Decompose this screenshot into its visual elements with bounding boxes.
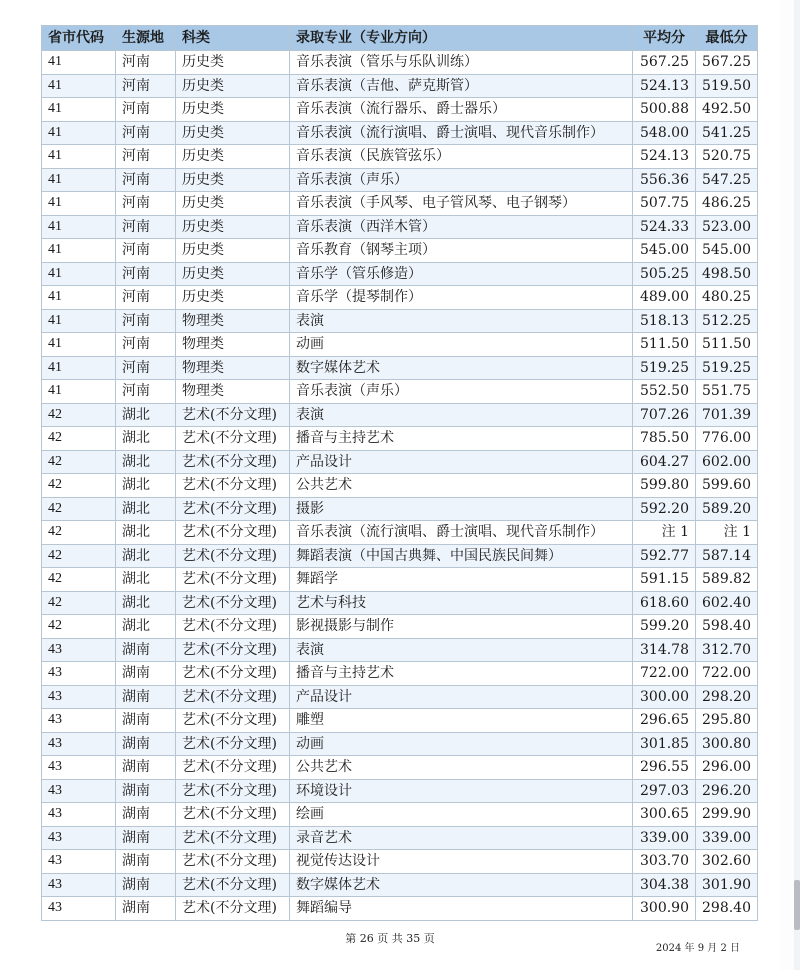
cell-province-code: 43 [42, 850, 116, 874]
table-row [42, 356, 758, 380]
cell-category: 历史类 [176, 192, 290, 216]
scrollbar-thumb[interactable] [794, 880, 800, 930]
cell-origin: 湖南 [116, 638, 176, 662]
cell-origin: 河南 [116, 262, 176, 286]
cell-category: 艺术(不分文理) [176, 873, 290, 897]
table-row [42, 685, 758, 709]
cell-major: 绘画 [290, 803, 633, 827]
table-row [42, 873, 758, 897]
cell-origin: 河南 [116, 286, 176, 310]
cell-province-code: 42 [42, 450, 116, 474]
cell-major: 音乐表演（民族管弦乐） [290, 145, 633, 169]
cell-average-score: 556.36 [633, 168, 696, 192]
cell-major: 动画 [290, 333, 633, 357]
table-row [42, 145, 758, 169]
cell-major: 摄影 [290, 497, 633, 521]
header-major: 录取专业（专业方向） [290, 26, 633, 51]
cell-major: 音乐表演（声乐） [290, 168, 633, 192]
cell-origin: 湖南 [116, 897, 176, 921]
cell-major: 音乐表演（西洋木管） [290, 215, 633, 239]
cell-min-score: 339.00 [696, 826, 758, 850]
cell-min-score: 512.25 [696, 309, 758, 333]
cell-category: 艺术(不分文理) [176, 591, 290, 615]
table-row [42, 779, 758, 803]
cell-category: 历史类 [176, 98, 290, 122]
table-row [42, 474, 758, 498]
cell-average-score: 304.38 [633, 873, 696, 897]
cell-average-score: 592.77 [633, 544, 696, 568]
cell-min-score: 298.40 [696, 897, 758, 921]
table-row [42, 98, 758, 122]
cell-average-score: 注 1 [633, 521, 696, 545]
cell-min-score: 567.25 [696, 51, 758, 75]
table-row [42, 803, 758, 827]
cell-major: 产品设计 [290, 685, 633, 709]
cell-category: 艺术(不分文理) [176, 685, 290, 709]
cell-min-score: 312.70 [696, 638, 758, 662]
cell-province-code: 42 [42, 474, 116, 498]
table-row [42, 239, 758, 263]
cell-province-code: 41 [42, 121, 116, 145]
cell-category: 艺术(不分文理) [176, 615, 290, 639]
cell-category: 艺术(不分文理) [176, 732, 290, 756]
cell-min-score: 300.80 [696, 732, 758, 756]
cell-major: 产品设计 [290, 450, 633, 474]
cell-origin: 湖南 [116, 709, 176, 733]
cell-average-score: 591.15 [633, 568, 696, 592]
cell-min-score: 301.90 [696, 873, 758, 897]
cell-category: 艺术(不分文理) [176, 638, 290, 662]
cell-province-code: 41 [42, 74, 116, 98]
cell-origin: 河南 [116, 192, 176, 216]
admission-scores-table [41, 25, 758, 921]
cell-origin: 湖北 [116, 497, 176, 521]
cell-major: 音乐表演（流行演唱、爵士演唱、现代音乐制作） [290, 521, 633, 545]
cell-category: 历史类 [176, 168, 290, 192]
cell-average-score: 301.85 [633, 732, 696, 756]
cell-category: 艺术(不分文理) [176, 756, 290, 780]
cell-origin: 湖北 [116, 615, 176, 639]
cell-major: 音乐表演（流行器乐、爵士器乐） [290, 98, 633, 122]
cell-min-score: 602.00 [696, 450, 758, 474]
cell-min-score: 498.50 [696, 262, 758, 286]
cell-min-score: 295.80 [696, 709, 758, 733]
cell-origin: 湖南 [116, 850, 176, 874]
cell-average-score: 296.65 [633, 709, 696, 733]
cell-major: 音乐表演（手风琴、电子管风琴、电子钢琴） [290, 192, 633, 216]
cell-average-score: 552.50 [633, 380, 696, 404]
cell-major: 音乐表演（流行演唱、爵士演唱、现代音乐制作） [290, 121, 633, 145]
cell-origin: 湖南 [116, 756, 176, 780]
cell-category: 艺术(不分文理) [176, 450, 290, 474]
header-average-score: 平均分 [633, 26, 696, 51]
cell-province-code: 42 [42, 568, 116, 592]
cell-province-code: 41 [42, 145, 116, 169]
cell-category: 艺术(不分文理) [176, 474, 290, 498]
cell-origin: 湖北 [116, 474, 176, 498]
cell-province-code: 41 [42, 380, 116, 404]
cell-average-score: 592.20 [633, 497, 696, 521]
cell-min-score: 589.82 [696, 568, 758, 592]
table-row [42, 897, 758, 921]
cell-province-code: 41 [42, 51, 116, 75]
cell-category: 艺术(不分文理) [176, 568, 290, 592]
cell-major: 视觉传达设计 [290, 850, 633, 874]
cell-average-score: 489.00 [633, 286, 696, 310]
cell-category: 艺术(不分文理) [176, 779, 290, 803]
cell-category: 历史类 [176, 215, 290, 239]
cell-province-code: 42 [42, 591, 116, 615]
cell-major: 音乐教育（钢琴主项） [290, 239, 633, 263]
table-body [42, 51, 758, 921]
cell-average-score: 303.70 [633, 850, 696, 874]
cell-origin: 湖南 [116, 779, 176, 803]
cell-category: 历史类 [176, 239, 290, 263]
cell-origin: 河南 [116, 356, 176, 380]
table-row [42, 568, 758, 592]
table-row [42, 192, 758, 216]
cell-min-score: 296.00 [696, 756, 758, 780]
cell-min-score: 492.50 [696, 98, 758, 122]
cell-origin: 河南 [116, 145, 176, 169]
cell-major: 音乐表演（声乐） [290, 380, 633, 404]
cell-average-score: 339.00 [633, 826, 696, 850]
cell-min-score: 587.14 [696, 544, 758, 568]
cell-province-code: 43 [42, 709, 116, 733]
cell-origin: 河南 [116, 215, 176, 239]
cell-province-code: 42 [42, 497, 116, 521]
cell-min-score: 551.75 [696, 380, 758, 404]
cell-min-score: 296.20 [696, 779, 758, 803]
cell-origin: 湖北 [116, 544, 176, 568]
cell-origin: 河南 [116, 51, 176, 75]
cell-origin: 湖南 [116, 803, 176, 827]
cell-min-score: 302.60 [696, 850, 758, 874]
cell-min-score: 599.60 [696, 474, 758, 498]
cell-origin: 湖北 [116, 521, 176, 545]
table-row [42, 662, 758, 686]
cell-origin: 湖北 [116, 403, 176, 427]
cell-province-code: 43 [42, 662, 116, 686]
cell-average-score: 300.00 [633, 685, 696, 709]
cell-province-code: 41 [42, 356, 116, 380]
cell-province-code: 43 [42, 826, 116, 850]
cell-major: 音乐表演（管乐与乐队训练） [290, 51, 633, 75]
header-category: 科类 [176, 26, 290, 51]
cell-province-code: 41 [42, 309, 116, 333]
cell-major: 表演 [290, 309, 633, 333]
table-row [42, 121, 758, 145]
cell-min-score: 523.00 [696, 215, 758, 239]
cell-average-score: 599.20 [633, 615, 696, 639]
table-row [42, 732, 758, 756]
cell-min-score: 547.25 [696, 168, 758, 192]
table-row [42, 403, 758, 427]
cell-min-score: 486.25 [696, 192, 758, 216]
cell-min-score: 701.39 [696, 403, 758, 427]
table-row [42, 709, 758, 733]
cell-major: 播音与主持艺术 [290, 427, 633, 451]
cell-province-code: 43 [42, 779, 116, 803]
cell-origin: 河南 [116, 98, 176, 122]
cell-average-score: 300.90 [633, 897, 696, 921]
table-row [42, 380, 758, 404]
cell-province-code: 42 [42, 403, 116, 427]
cell-average-score: 604.27 [633, 450, 696, 474]
cell-average-score: 507.75 [633, 192, 696, 216]
cell-category: 历史类 [176, 51, 290, 75]
cell-category: 物理类 [176, 380, 290, 404]
cell-category: 艺术(不分文理) [176, 803, 290, 827]
cell-average-score: 545.00 [633, 239, 696, 263]
table-row [42, 521, 758, 545]
cell-major: 公共艺术 [290, 474, 633, 498]
cell-major: 公共艺术 [290, 756, 633, 780]
cell-province-code: 43 [42, 873, 116, 897]
cell-origin: 湖北 [116, 450, 176, 474]
cell-major: 数字媒体艺术 [290, 356, 633, 380]
cell-origin: 河南 [116, 168, 176, 192]
cell-average-score: 707.26 [633, 403, 696, 427]
cell-category: 物理类 [176, 309, 290, 333]
cell-average-score: 524.13 [633, 145, 696, 169]
cell-category: 艺术(不分文理) [176, 403, 290, 427]
cell-average-score: 505.25 [633, 262, 696, 286]
cell-average-score: 519.25 [633, 356, 696, 380]
cell-min-score: 598.40 [696, 615, 758, 639]
table-row [42, 615, 758, 639]
cell-min-score: 519.25 [696, 356, 758, 380]
cell-min-score: 519.50 [696, 74, 758, 98]
cell-min-score: 298.20 [696, 685, 758, 709]
cell-origin: 湖北 [116, 591, 176, 615]
cell-origin: 湖北 [116, 568, 176, 592]
cell-province-code: 43 [42, 756, 116, 780]
cell-major: 雕塑 [290, 709, 633, 733]
cell-province-code: 41 [42, 98, 116, 122]
cell-average-score: 785.50 [633, 427, 696, 451]
table-row [42, 544, 758, 568]
cell-average-score: 300.65 [633, 803, 696, 827]
cell-province-code: 43 [42, 897, 116, 921]
cell-province-code: 41 [42, 333, 116, 357]
cell-min-score: 注 1 [696, 521, 758, 545]
cell-average-score: 567.25 [633, 51, 696, 75]
cell-major: 数字媒体艺术 [290, 873, 633, 897]
table-row [42, 286, 758, 310]
cell-origin: 河南 [116, 380, 176, 404]
cell-average-score: 722.00 [633, 662, 696, 686]
cell-category: 历史类 [176, 121, 290, 145]
cell-origin: 湖南 [116, 685, 176, 709]
cell-origin: 湖北 [116, 427, 176, 451]
cell-province-code: 43 [42, 638, 116, 662]
table-row [42, 215, 758, 239]
cell-category: 历史类 [176, 74, 290, 98]
cell-average-score: 599.80 [633, 474, 696, 498]
cell-category: 艺术(不分文理) [176, 427, 290, 451]
cell-category: 历史类 [176, 262, 290, 286]
cell-category: 艺术(不分文理) [176, 662, 290, 686]
cell-origin: 湖南 [116, 826, 176, 850]
header-origin: 生源地 [116, 26, 176, 51]
table-header-row [42, 26, 758, 51]
cell-min-score: 541.25 [696, 121, 758, 145]
cell-origin: 河南 [116, 121, 176, 145]
header-min-score: 最低分 [696, 26, 758, 51]
cell-major: 舞蹈表演（中国古典舞、中国民族民间舞） [290, 544, 633, 568]
scrollbar-track[interactable] [794, 0, 800, 970]
cell-category: 艺术(不分文理) [176, 709, 290, 733]
cell-major: 动画 [290, 732, 633, 756]
table-row [42, 262, 758, 286]
cell-province-code: 42 [42, 521, 116, 545]
cell-min-score: 722.00 [696, 662, 758, 686]
cell-category: 艺术(不分文理) [176, 850, 290, 874]
cell-origin: 湖南 [116, 732, 176, 756]
cell-major: 环境设计 [290, 779, 633, 803]
cell-category: 艺术(不分文理) [176, 521, 290, 545]
cell-min-score: 545.00 [696, 239, 758, 263]
cell-average-score: 500.88 [633, 98, 696, 122]
cell-province-code: 42 [42, 615, 116, 639]
table-row [42, 51, 758, 75]
page-indicator: 第 26 页 共 35 页 [345, 932, 435, 945]
cell-min-score: 511.50 [696, 333, 758, 357]
cell-min-score: 602.40 [696, 591, 758, 615]
cell-major: 舞蹈编导 [290, 897, 633, 921]
cell-major: 音乐学（管乐修造） [290, 262, 633, 286]
cell-average-score: 314.78 [633, 638, 696, 662]
cell-major: 录音艺术 [290, 826, 633, 850]
cell-average-score: 524.33 [633, 215, 696, 239]
table-row [42, 74, 758, 98]
cell-origin: 湖南 [116, 873, 176, 897]
cell-category: 物理类 [176, 356, 290, 380]
cell-major: 舞蹈学 [290, 568, 633, 592]
cell-origin: 河南 [116, 239, 176, 263]
cell-major: 表演 [290, 638, 633, 662]
cell-origin: 河南 [116, 309, 176, 333]
header-province-code: 省市代码 [42, 26, 116, 51]
cell-major: 影视摄影与制作 [290, 615, 633, 639]
table-row [42, 497, 758, 521]
cell-province-code: 42 [42, 427, 116, 451]
cell-min-score: 480.25 [696, 286, 758, 310]
cell-min-score: 776.00 [696, 427, 758, 451]
table-row [42, 826, 758, 850]
cell-major: 播音与主持艺术 [290, 662, 633, 686]
cell-category: 历史类 [176, 286, 290, 310]
cell-major: 音乐学（提琴制作） [290, 286, 633, 310]
cell-min-score: 520.75 [696, 145, 758, 169]
cell-average-score: 296.55 [633, 756, 696, 780]
cell-origin: 河南 [116, 333, 176, 357]
cell-average-score: 511.50 [633, 333, 696, 357]
table-row [42, 333, 758, 357]
cell-province-code: 42 [42, 544, 116, 568]
cell-province-code: 41 [42, 286, 116, 310]
cell-min-score: 299.90 [696, 803, 758, 827]
document-date: 2024 年 9 月 2 日 [655, 943, 740, 954]
cell-category: 艺术(不分文理) [176, 826, 290, 850]
cell-average-score: 518.13 [633, 309, 696, 333]
cell-province-code: 43 [42, 803, 116, 827]
table-row [42, 309, 758, 333]
cell-category: 艺术(不分文理) [176, 897, 290, 921]
table-row [42, 591, 758, 615]
cell-major: 音乐表演（吉他、萨克斯管） [290, 74, 633, 98]
table-row [42, 427, 758, 451]
table-row [42, 850, 758, 874]
cell-province-code: 43 [42, 732, 116, 756]
cell-min-score: 589.20 [696, 497, 758, 521]
cell-category: 艺术(不分文理) [176, 544, 290, 568]
table-row [42, 756, 758, 780]
table-row [42, 450, 758, 474]
cell-average-score: 297.03 [633, 779, 696, 803]
cell-average-score: 524.13 [633, 74, 696, 98]
cell-major: 表演 [290, 403, 633, 427]
cell-province-code: 41 [42, 192, 116, 216]
cell-province-code: 41 [42, 215, 116, 239]
cell-origin: 湖南 [116, 662, 176, 686]
cell-province-code: 41 [42, 239, 116, 263]
cell-origin: 河南 [116, 74, 176, 98]
cell-category: 艺术(不分文理) [176, 497, 290, 521]
cell-average-score: 548.00 [633, 121, 696, 145]
cell-major: 艺术与科技 [290, 591, 633, 615]
cell-average-score: 618.60 [633, 591, 696, 615]
cell-category: 物理类 [176, 333, 290, 357]
cell-province-code: 41 [42, 168, 116, 192]
cell-province-code: 43 [42, 685, 116, 709]
table-row [42, 168, 758, 192]
cell-category: 历史类 [176, 145, 290, 169]
cell-province-code: 41 [42, 262, 116, 286]
table-row [42, 638, 758, 662]
